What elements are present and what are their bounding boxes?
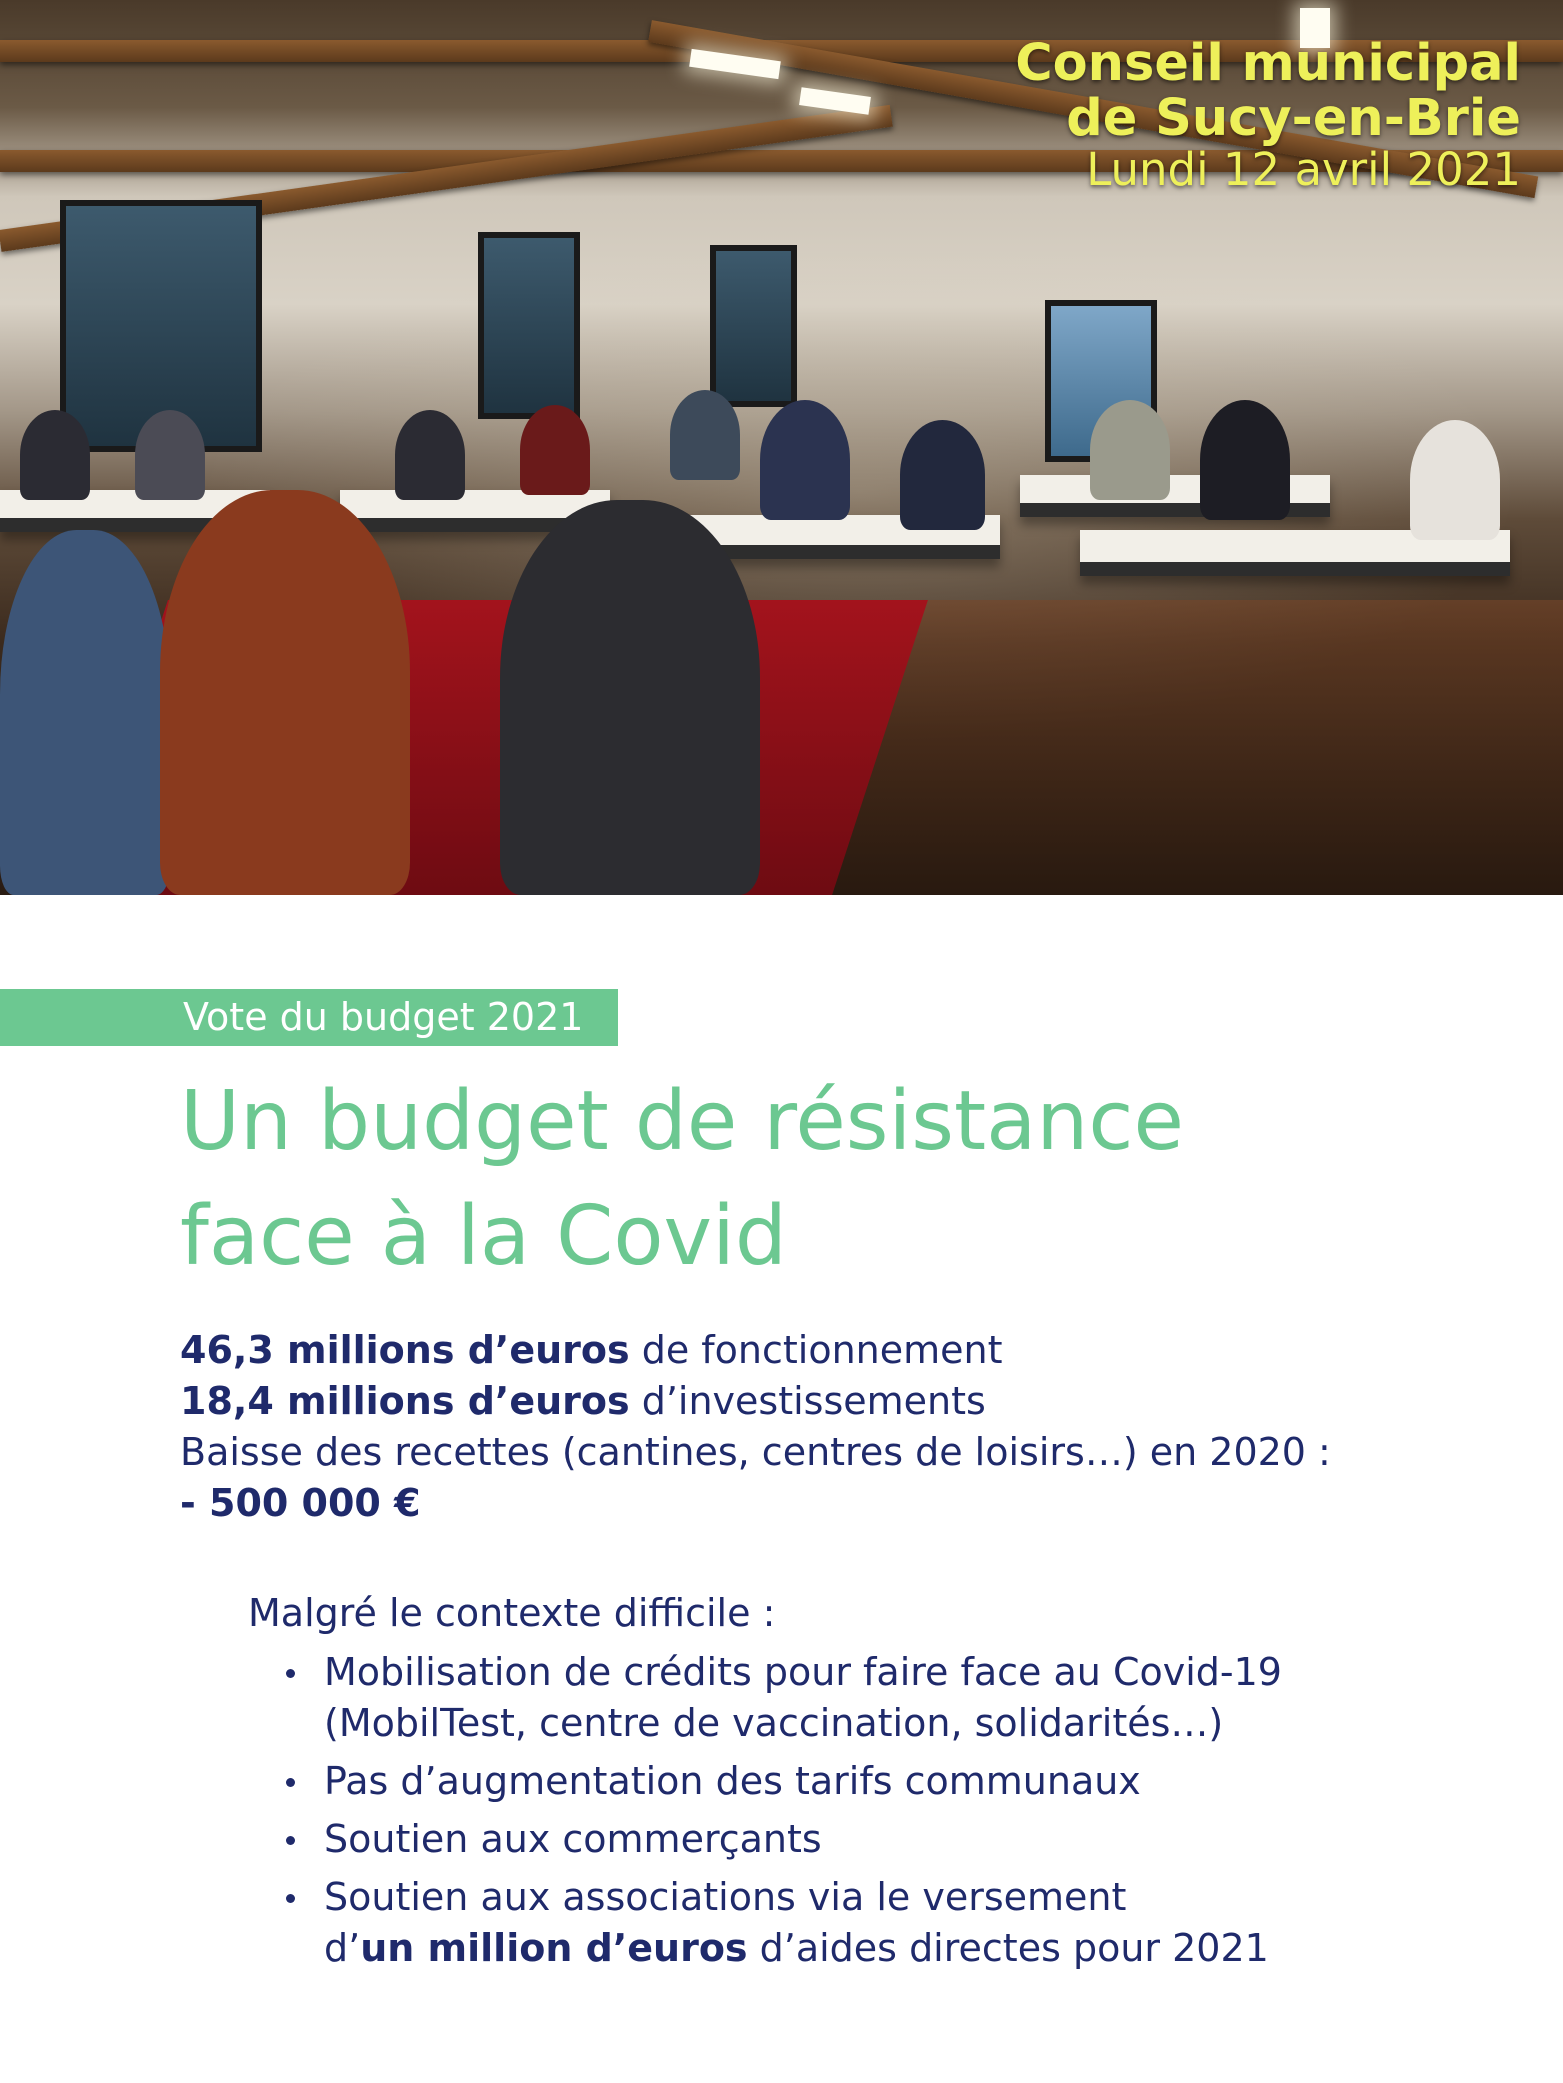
- attendee: [900, 420, 985, 530]
- bullet-icon: [286, 1894, 295, 1903]
- attendee: [395, 410, 465, 500]
- attendee: [520, 405, 590, 495]
- fonctionnement-row: [180, 1325, 1500, 1376]
- attendee: [1200, 400, 1290, 520]
- fonctionnement-label: de fonctionnement: [629, 1328, 1003, 1372]
- investissement-label: d’investissements: [629, 1379, 986, 1423]
- investissement-row: [180, 1376, 1500, 1427]
- bullet-icon: [286, 1836, 295, 1845]
- baisse-amount: - 500 000 €: [180, 1481, 421, 1525]
- headline-line-2: face à la Covid: [180, 1189, 787, 1284]
- window: [478, 232, 580, 419]
- council-meeting-photo: [0, 0, 1563, 895]
- measures-list: [248, 1647, 1498, 1974]
- attendee: [670, 390, 740, 480]
- headline-line-1: Un budget de résistance: [180, 1074, 1184, 1169]
- list-item: [248, 1872, 1498, 1974]
- meeting-title: [821, 36, 1521, 195]
- bullet-text: Soutien aux associations via le versement: [324, 1875, 1127, 1919]
- baisse-label: Baisse des recettes (cantines, centres de loisirs…) en 2020 :: [180, 1430, 1331, 1474]
- bullet-text: Pas d’augmentation des tarifs communaux: [324, 1759, 1141, 1803]
- bullet-text: (MobilTest, centre de vaccination, solidarités…): [324, 1701, 1224, 1745]
- bullet-icon: [286, 1778, 295, 1787]
- attendee: [20, 410, 90, 500]
- section-tag: Vote du budget 2021: [0, 989, 618, 1046]
- list-item: [248, 1814, 1498, 1865]
- foreground-attendee: [0, 530, 170, 895]
- attendee: [1090, 400, 1170, 500]
- bullet-icon: [286, 1669, 295, 1678]
- budget-figures: [180, 1325, 1500, 1529]
- investissement-amount: 18,4 millions d’euros: [180, 1379, 630, 1423]
- attendee: [1410, 420, 1500, 540]
- foreground-attendee: [500, 500, 760, 895]
- bullet-prefix: d’: [324, 1926, 361, 1970]
- bullet-bold-amount: un million d’euros: [360, 1926, 748, 1970]
- context-intro: Malgré le contexte difficile :: [248, 1591, 776, 1635]
- foreground-attendee: [160, 490, 410, 895]
- baisse-row: [180, 1478, 1500, 1529]
- fonctionnement-amount: 46,3 millions d’euros: [180, 1328, 630, 1372]
- bullet-text-mixed: [324, 1923, 1498, 1974]
- list-item: [248, 1756, 1498, 1807]
- headline: [180, 1064, 1480, 1294]
- attendee: [135, 410, 205, 500]
- window: [710, 245, 797, 407]
- bullet-text: Mobilisation de crédits pour faire face au Covid-19: [324, 1650, 1282, 1694]
- context-section: [248, 1588, 1498, 1981]
- bullet-suffix: d’aides directes pour 2021: [747, 1926, 1269, 1970]
- meeting-date: Lundi 12 avril 2021: [1086, 143, 1521, 197]
- bullet-text: Soutien aux commerçants: [324, 1817, 822, 1861]
- title-line-2: de Sucy-en-Brie: [1066, 89, 1521, 149]
- attendee: [760, 400, 850, 520]
- list-item: [248, 1647, 1498, 1749]
- title-line-1: Conseil municipal: [1015, 34, 1521, 93]
